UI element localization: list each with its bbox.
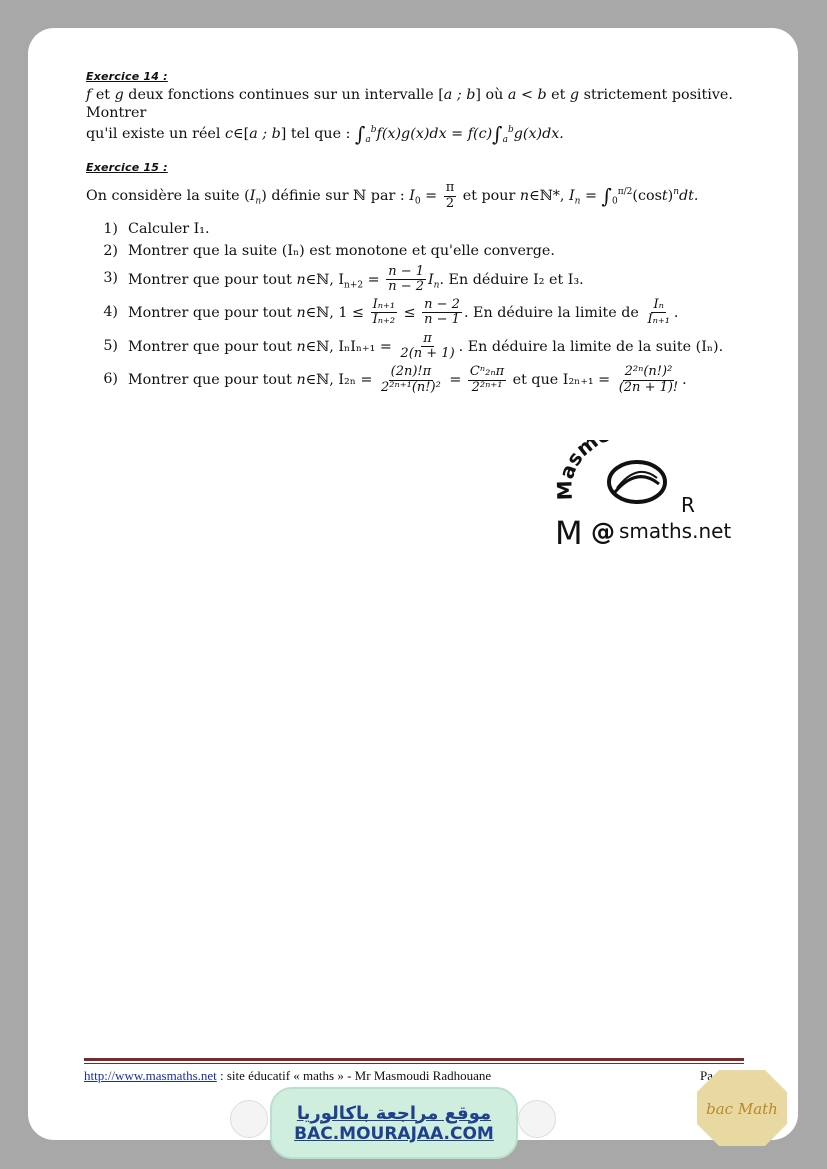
item-text [128,265,584,295]
logo-site: smaths.net [619,519,732,543]
text: dt. [679,188,699,205]
text: = [420,188,442,205]
book-icon [518,1100,556,1138]
exercise-14-line-1 [86,87,746,123]
list-item [92,265,746,295]
masmoudi-logo [555,440,745,550]
subscript: n [574,196,581,207]
list-item [92,332,746,362]
logo-graphic [555,440,745,550]
var-n: n [296,338,306,355]
text: ∈ℕ, I₂ₙ = [305,372,378,389]
var-I: I [569,188,575,205]
exercise-15-title: Exercice 15 : [86,161,168,175]
footer-text: : site éducatif « maths » - Mr Masmoudi Radhouane [216,1068,492,1083]
footer-link[interactable]: http://www.masmaths.net [84,1068,217,1083]
list-item [92,365,746,395]
list-item [92,298,746,328]
bac-math-badge [697,1070,787,1146]
item-number: 3) [103,270,118,287]
text: ] où [475,86,508,103]
item-text: Montrer que la suite (Iₙ) est monotone et qu'elle converge. [128,242,555,259]
text: Montrer que pour tout [128,304,297,321]
denominator: n − 1 [424,312,460,328]
text: ≤ [399,304,421,321]
text: = [580,188,602,205]
numerator: π [445,180,455,196]
footer [84,1068,744,1084]
text: et que I₂ₙ₊₁ = [508,372,615,389]
text: On considère la suite ( [86,188,250,205]
exponent: n [673,187,680,198]
text: et [91,86,115,103]
fraction [422,298,462,328]
fraction [468,365,506,395]
var-n: n [519,188,530,205]
item-number: 1) [103,220,118,237]
denominator: 2²ⁿ⁺¹ [471,379,503,395]
integral-expression: f(x)g(x)dx = f(c) [376,126,493,143]
denominator: n − 2 [388,278,425,294]
text: et [546,86,570,103]
text: ∈[ [233,126,250,143]
document-content [86,70,746,399]
numerator: 2²ⁿ(n!)² [624,364,673,380]
var-n: n [296,271,306,288]
book-icon [230,1100,268,1138]
text: (cos [632,188,662,205]
text: . [682,372,687,389]
text: qu'il existe un réel [86,126,225,143]
text: ) [667,188,674,205]
fraction [444,181,457,211]
text: . [673,304,679,321]
var-g: g [114,86,124,103]
numerator: Cⁿ₂ₙπ [469,364,505,380]
exercise-14-line-2: qu'il existe un réel c∈[a ; b] tel que : $\int_a^bf(x)g(x)dx = f(c)\int_a^bg(x)dx$. [86,122,564,147]
text: ) définie sur ℕ par : [261,188,410,205]
subscript: n [255,196,262,207]
denominator: 2 [445,195,455,211]
list-item [92,243,746,261]
text: ∈ℕ, I [305,271,345,288]
numerator: Iₙ [653,297,664,313]
condition: a < b [507,86,547,103]
integral-expression: g(x)dx. [513,126,564,143]
integral-sign: ∫ [601,184,612,209]
fraction [379,365,443,395]
banner-url: BAC.MOURAJAA.COM [294,1123,494,1144]
item-number: 5) [103,337,118,354]
footer-rule [84,1058,744,1061]
text: . En déduire la limite de la suite (Iₙ). [458,338,724,355]
var-I: I [409,188,415,205]
item-text [128,365,687,395]
banner-arabic-title: موقع مراجعة باكالوريا [296,1102,492,1124]
integral-sign: ∫ [354,122,366,147]
list-item [92,221,746,239]
subscript: n [433,280,440,291]
denominator: (2n + 1)! [618,379,679,395]
denominator: Iₙ₊₁ [647,312,670,328]
fraction [645,298,671,328]
logo-name: asm [555,440,603,482]
text: deux fonctions continues sur un intervalle [ [123,86,444,103]
text: ∈ℕ, 1 ≤ [305,304,369,321]
interval: a ; b [443,86,476,103]
var-c: c [225,126,234,143]
svg-text:Masmoudi [555,440,649,501]
logo-letter: R [681,493,695,517]
var-f: f [86,86,92,103]
page-label: Pa [700,1068,713,1083]
text: ∈ℕ, IₙIₙ₊₁ = [305,338,397,355]
denominator: 2(n + 1) [400,346,455,362]
text: ∈ℕ*, [529,188,569,205]
var-I: I [249,188,256,205]
var-g: g [569,86,580,103]
exercise-14-title: Exercice 14 : [86,70,168,83]
fraction [617,365,680,395]
text: et pour [458,188,520,205]
item-number: 6) [103,371,118,388]
text: ] tel que : [280,126,355,143]
logo-at: @ [591,518,615,546]
badge-text: bac Math [706,1100,778,1118]
item-number: 4) [103,303,118,320]
var-I: I [428,271,434,288]
fraction [371,298,397,328]
exercise-15-intro: On considère la suite $(I_n)$ définie sur ℕ par : $I_0$ = $\frac{\pi}{2}$ et pour n∈ℕ*, $I_n = \int_0^{\pi/2}(\cos t)^ndt$. [86,180,699,211]
var-t: t [661,188,668,205]
fraction [398,332,456,362]
numerator: Iₙ₊₁ [372,297,396,313]
subscript: 0 [414,196,421,207]
logo-m: M [555,514,583,550]
item-text [128,332,723,362]
numerator: n − 2 [424,297,460,313]
footer-rule-thin [84,1063,744,1064]
text: = [363,271,385,288]
denominator: 2²ⁿ⁺¹(n!)² [381,379,441,395]
interval: a ; b [249,126,281,143]
text: Montrer que pour tout [128,271,297,288]
fraction [386,265,426,295]
integral-sign: ∫ [492,122,503,147]
item-number: 2) [103,242,118,259]
text: Montrer que pour tout [128,372,297,389]
subscript: n+2 [344,280,364,291]
text: . En déduire la limite de [463,304,644,321]
text: Montrer que pour tout [128,338,297,355]
item-text: Calculer I₁. [128,220,210,237]
numerator: π [423,330,432,346]
bac-mourajaa-banner[interactable] [270,1087,518,1159]
text: = [444,372,466,389]
text: . En déduire I₂ et I₃. [439,271,584,288]
var-n: n [296,304,306,321]
numerator: n − 1 [388,263,425,279]
denominator: Iₙ₊₂ [372,312,396,328]
numerator: (2n)!π [390,364,432,380]
item-text [128,298,678,328]
question-list [92,221,746,395]
text: strictement positive. Montrer [86,86,733,121]
var-n: n [296,372,306,389]
